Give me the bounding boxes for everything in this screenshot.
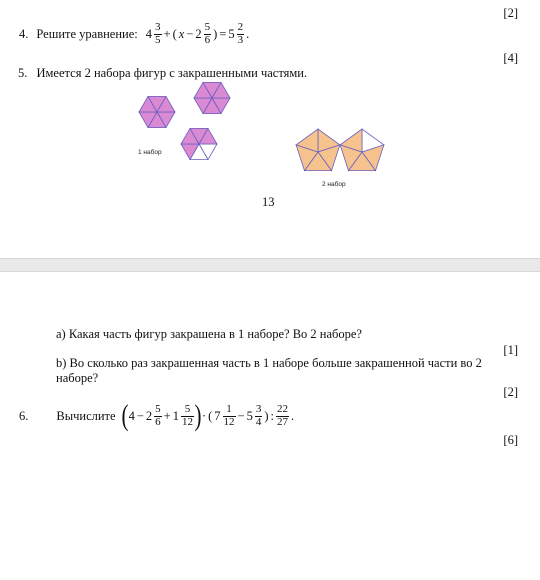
q6-fraction-5: $\frac{3}{4}$ [255, 402, 262, 428]
q5-number: 5. [18, 66, 28, 80]
q4-variable: x [178, 26, 185, 41]
hexagon-1 [139, 96, 175, 127]
big-paren-open: ( [121, 399, 129, 432]
figures-illustration [0, 0, 540, 258]
question-6: 6. Вычислите ( 4 − 2 $\frac{5}{6}$ + 1 $\frac{5}{12}$ ) · ( 7 $\frac{1}{12}$ − 5 $\frac{3}{4}$ ) : $\frac{22}{27}$ . [19, 399, 295, 432]
q6-fraction-6: $\frac{22}{27}$ [277, 402, 289, 428]
hexagon-2 [194, 82, 230, 113]
q4-number: 4. [19, 26, 29, 41]
marks-q6: [6] [503, 433, 518, 447]
q6-number: 6. [19, 408, 29, 423]
pentagon-1 [296, 129, 340, 171]
q6-fraction-3: $\frac{5}{12}$ [181, 402, 193, 428]
set-1-figures [139, 82, 230, 159]
question-5b-line1: b) Во сколько раз закрашенная часть в 1 наборе больше закрашенной части во 2 [56, 356, 482, 370]
marks-b: [2] [503, 385, 518, 399]
set-1-caption: 1 набор [138, 149, 162, 156]
q4-fraction-a: $\frac{3}{5}$ [155, 21, 161, 46]
q4-a-whole: 4 [145, 26, 152, 41]
q4-fraction-c: $\frac{2}{3}$ [237, 21, 244, 46]
set-2-figures [296, 129, 384, 171]
q4-fraction-b: $\frac{5}{6}$ [204, 21, 211, 46]
hexagon-3 [181, 128, 217, 159]
pentagon-2 [340, 129, 384, 171]
page-number: 13 [262, 195, 275, 209]
big-paren-close: ) [194, 399, 202, 432]
q6-fraction-2: $\frac{5}{6}$ [155, 402, 161, 428]
q4-label: Решите уравнение: [36, 26, 138, 41]
question-4: 4. Решите уравнение: 4 $\frac{3}{5}$ + ( x − 2 $\frac{5}{6}$ ) = 5 $\frac{2}{3}$ . [19, 21, 250, 46]
q6-label: Вычислите [56, 408, 116, 423]
marks-top: [2] [503, 6, 518, 20]
page-separator [0, 258, 540, 272]
marks-q4: [4] [503, 51, 518, 65]
question-5b-line2: наборе? [56, 371, 99, 385]
q6-fraction-4: $\frac{1}{12}$ [223, 402, 235, 428]
question-5a: a) Какая часть фигур закрашена в 1 наборе? Во 2 наборе? [56, 327, 362, 341]
set-2-caption: 2 набор [322, 181, 346, 188]
marks-a: [1] [503, 343, 518, 357]
q5-text: Имеется 2 набора фигур с закрашенными частями. [36, 66, 308, 80]
